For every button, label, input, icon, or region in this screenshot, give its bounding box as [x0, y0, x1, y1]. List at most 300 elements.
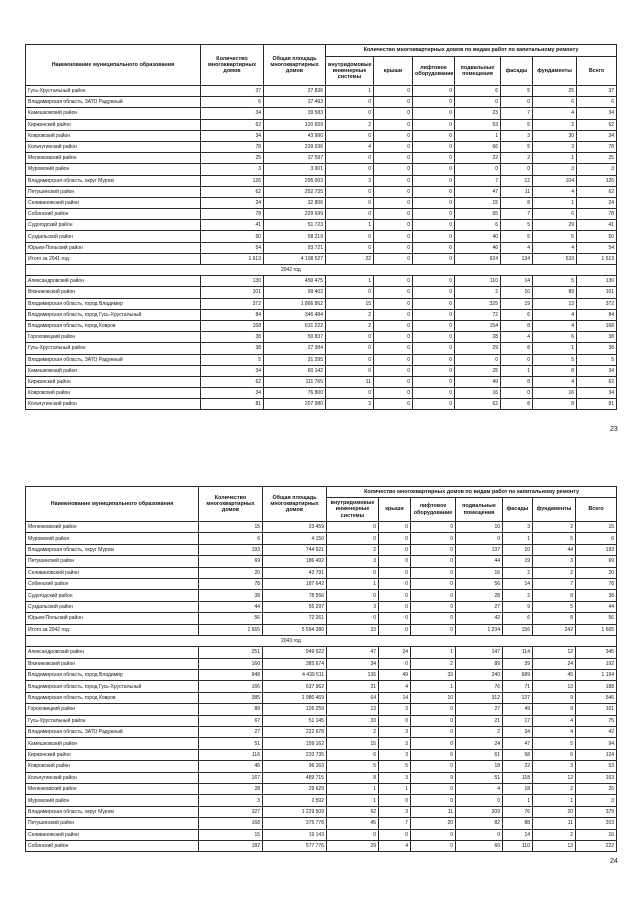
cell-facades: 5: [501, 86, 533, 97]
cell-municipality: Владимирская область, город Гусь-Хрустальный: [26, 681, 199, 692]
cell-total: 6: [576, 533, 617, 544]
cell-total-area: 450 475: [264, 276, 326, 287]
cell-building-count: 24: [201, 197, 264, 208]
cell-total: 24: [577, 197, 617, 208]
cell-municipality: Итого за 2041 год:: [26, 253, 201, 264]
cell-municipality: Гусь-Хрустальный район: [26, 715, 199, 726]
cell-facades: 0: [501, 354, 533, 365]
cell-roofs: 0: [374, 242, 413, 253]
cell-total-area: 186 492: [263, 556, 327, 567]
header-basements: подвальные помещения: [455, 57, 501, 86]
cell-basements: 16: [456, 567, 503, 578]
cell-foundations: 1: [533, 153, 577, 164]
cell-elevators: 0: [411, 601, 456, 612]
header-basements: подвальные помещения: [456, 498, 503, 522]
cell-municipality: Собинский район: [26, 209, 201, 220]
cell-engineering-systems: 0: [326, 388, 374, 399]
table-row: [26, 332, 617, 343]
cell-total: 38: [576, 590, 617, 601]
cell-facades: 22: [503, 761, 533, 772]
cell-building-count: 38: [201, 332, 264, 343]
cell-basements: 24: [456, 738, 503, 749]
cell-engineering-systems: 0: [326, 354, 374, 365]
table-row: [26, 231, 617, 242]
total-row: [26, 253, 617, 264]
cell-foundations: 44: [533, 544, 576, 555]
cell-municipality: Владимирская область, ЗАТО Радужный: [26, 727, 199, 738]
cell-elevators: 0: [411, 544, 456, 555]
cell-building-count: 6: [201, 97, 264, 108]
cell-municipality: Собинский район: [26, 578, 199, 589]
cell-basements: 147: [456, 647, 503, 658]
cell-roofs: 0: [379, 624, 411, 635]
cell-basements: 0: [455, 97, 501, 108]
table-row: [26, 287, 617, 298]
cell-building-count: 54: [201, 242, 264, 253]
cell-foundations: 45: [533, 670, 576, 681]
cell-total: 379: [576, 806, 617, 817]
cell-total: 130: [577, 276, 617, 287]
cell-engineering-systems: 62: [327, 806, 379, 817]
cell-engineering-systems: 0: [326, 108, 374, 119]
cell-roofs: 0: [374, 231, 413, 242]
cell-total-area: 222 678: [263, 727, 327, 738]
cell-total: 44: [576, 601, 617, 612]
cell-elevators: 0: [413, 343, 455, 354]
cell-total: 34: [577, 388, 617, 399]
cell-total-area: 3 001: [264, 164, 326, 175]
table-row: [26, 354, 617, 365]
cell-basements: 6: [455, 86, 501, 97]
cell-engineering-systems: 0: [326, 332, 374, 343]
cell-total-area: 233 735: [263, 749, 327, 760]
cell-foundations: 16: [533, 388, 577, 399]
cell-elevators: 0: [411, 829, 456, 840]
cell-facades: 7: [501, 108, 533, 119]
table-row: [26, 130, 617, 141]
cell-basements: 56: [456, 578, 503, 589]
cell-elevators: 0: [411, 783, 456, 794]
cell-elevators: 0: [411, 624, 456, 635]
table-row: [26, 209, 617, 220]
cell-total-area: 39 583: [264, 108, 326, 119]
cell-engineering-systems: 0: [327, 533, 379, 544]
cell-basements: 53: [455, 119, 501, 130]
cell-municipality: Итого за 2042 год:: [26, 624, 199, 635]
table-row: [26, 772, 617, 783]
table-row: [26, 567, 617, 578]
cell-municipality: Камешковский район: [26, 738, 199, 749]
cell-total: 81: [577, 399, 617, 410]
cell-facades: 689: [503, 670, 533, 681]
table-row: [26, 601, 617, 612]
cell-foundations: 13: [533, 840, 576, 851]
cell-municipality: Владимирская область, город Владимир: [26, 670, 199, 681]
cell-building-count: 34: [201, 108, 264, 119]
cell-roofs: 0: [374, 320, 413, 331]
cell-total: 78: [577, 209, 617, 220]
cell-facades: 8: [501, 320, 533, 331]
table-row: [26, 242, 617, 253]
cell-foundations: 6: [533, 97, 577, 108]
cell-facades: 19: [503, 556, 533, 567]
cell-municipality: Селивановский район: [26, 567, 199, 578]
cell-building-count: 38: [201, 343, 264, 354]
cell-facades: 2: [503, 590, 533, 601]
cell-total-area: 1 866 862: [264, 298, 326, 309]
cell-facades: 10: [503, 544, 533, 555]
cell-municipality: Петушинский район: [26, 818, 199, 829]
cell-total: 34: [577, 108, 617, 119]
cell-building-count: 56: [199, 613, 263, 624]
table-row: [26, 343, 617, 354]
cell-facades: 110: [503, 840, 533, 851]
cell-roofs: 0: [374, 86, 413, 97]
cell-municipality: Юрьев-Польский район: [26, 242, 201, 253]
cell-building-count: 44: [199, 601, 263, 612]
cell-roofs: 0: [379, 658, 411, 669]
cell-facades: 5: [501, 220, 533, 231]
cell-total: 101: [577, 287, 617, 298]
cell-elevators: 0: [413, 108, 455, 119]
cell-municipality: Селивановский район: [26, 829, 199, 840]
cell-facades: 5: [501, 119, 533, 130]
cell-roofs: 0: [374, 343, 413, 354]
cell-total: 38: [577, 332, 617, 343]
cell-elevators: 0: [413, 276, 455, 287]
cell-facades: 4: [501, 332, 533, 343]
cell-basements: 27: [456, 601, 503, 612]
cell-total-area: 60 142: [264, 365, 326, 376]
cell-building-count: 62: [201, 186, 264, 197]
cell-basements: 2: [456, 727, 503, 738]
cell-building-count: 50: [201, 231, 264, 242]
cell-municipality: Владимирская область, округ Муром: [26, 175, 201, 186]
cell-elevators: 0: [413, 220, 455, 231]
cell-total: 62: [577, 376, 617, 387]
cell-elevators: 0: [411, 840, 456, 851]
cell-engineering-systems: 0: [327, 522, 379, 533]
cell-engineering-systems: 2: [327, 727, 379, 738]
cell-total: 15: [576, 522, 617, 533]
cell-engineering-systems: 22: [326, 253, 374, 264]
header-row-main: [26, 45, 617, 57]
cell-engineering-systems: 3: [326, 399, 374, 410]
table-body: [26, 86, 617, 410]
cell-roofs: 3: [379, 727, 411, 738]
header-elevators: лифтовое оборудование: [413, 57, 455, 86]
table-row: [26, 829, 617, 840]
header-foundations: фундаменты: [533, 498, 576, 522]
cell-total-area: 295 003: [264, 175, 326, 186]
cell-foundations: 8: [533, 613, 576, 624]
cell-total-area: 96 163: [263, 761, 327, 772]
cell-elevators: 2: [411, 658, 456, 669]
cell-roofs: 0: [374, 119, 413, 130]
table-row: [26, 399, 617, 410]
cell-foundations: 5: [533, 354, 577, 365]
cell-roofs: 0: [379, 601, 411, 612]
cell-facades: 1: [503, 795, 533, 806]
cell-total: 124: [576, 749, 617, 760]
cell-roofs: 0: [374, 376, 413, 387]
cell-total-area: 120 659: [264, 119, 326, 130]
cell-municipality: Камешковский район: [26, 365, 201, 376]
cell-engineering-systems: 33: [327, 715, 379, 726]
cell-facades: 4: [501, 242, 533, 253]
cell-total: 94: [576, 738, 617, 749]
cell-municipality: Киржачский район: [26, 749, 199, 760]
cell-elevators: 33: [411, 670, 456, 681]
cell-elevators: 0: [411, 704, 456, 715]
cell-roofs: 4: [379, 681, 411, 692]
cell-municipality: Гороховецкий район: [26, 704, 199, 715]
cell-basements: 62: [455, 399, 501, 410]
cell-foundations: 9: [533, 704, 576, 715]
cell-total-area: 489 715: [263, 772, 327, 783]
cell-elevators: 0: [413, 86, 455, 97]
cell-building-count: 116: [199, 749, 263, 760]
cell-building-count: 130: [201, 276, 264, 287]
cell-total-area: 76 800: [264, 388, 326, 399]
cell-roofs: 3: [379, 704, 411, 715]
table-row: [26, 365, 617, 376]
cell-building-count: 62: [201, 119, 264, 130]
cell-engineering-systems: 1: [326, 86, 374, 97]
cell-elevators: 0: [413, 354, 455, 365]
cell-building-count: 84: [201, 309, 264, 320]
cell-engineering-systems: 0: [326, 365, 374, 376]
cell-facades: 3: [503, 522, 533, 533]
cell-foundations: 8: [533, 590, 576, 601]
cell-municipality: Кольчугинский район: [26, 772, 199, 783]
cell-basements: 2: [455, 287, 501, 298]
cell-roofs: 0: [374, 298, 413, 309]
cell-foundations: 8: [533, 399, 577, 410]
header-municipality: Наименование муниципального образования: [26, 45, 201, 86]
table-header: [26, 45, 617, 86]
cell-foundations: 2: [533, 783, 576, 794]
cell-facades: 134: [501, 253, 533, 264]
cell-facades: 76: [503, 806, 533, 817]
cell-municipality: Собинский район: [26, 840, 199, 851]
cell-municipality: Владимирская область, город Гусь-Хрустальный: [26, 309, 201, 320]
cell-total: 54: [577, 242, 617, 253]
table-row: [26, 818, 617, 829]
cell-building-count: 167: [199, 772, 263, 783]
cell-foundations: 1: [533, 343, 577, 354]
cell-engineering-systems: 2: [326, 119, 374, 130]
cell-engineering-systems: 136: [327, 670, 379, 681]
header-building-count: Количество многоквартирных домов: [201, 45, 264, 86]
cell-elevators: 0: [413, 298, 455, 309]
cell-engineering-systems: 13: [327, 704, 379, 715]
cell-roofs: 0: [374, 153, 413, 164]
cell-building-count: 38: [199, 590, 263, 601]
cell-building-count: 182: [199, 840, 263, 851]
cell-elevators: 0: [413, 164, 455, 175]
cell-engineering-systems: 8: [327, 772, 379, 783]
cell-municipality: Петушинский район: [26, 556, 199, 567]
header-facades: фасады: [503, 498, 533, 522]
cell-municipality: Владимирская область, город Ковров: [26, 320, 201, 331]
cell-facades: 14: [501, 276, 533, 287]
cell-elevators: 1: [411, 647, 456, 658]
cell-elevators: 0: [413, 175, 455, 186]
cell-total: 34: [577, 365, 617, 376]
table-row: [26, 738, 617, 749]
cell-basements: 137: [456, 544, 503, 555]
cell-roofs: 49: [379, 670, 411, 681]
cell-building-count: 3: [199, 795, 263, 806]
cell-roofs: 0: [374, 141, 413, 152]
cell-engineering-systems: 11: [326, 376, 374, 387]
cell-facades: 7: [501, 209, 533, 220]
cell-basements: 76: [456, 681, 503, 692]
cell-total: 1 665: [576, 624, 617, 635]
cell-total-area: 99 402: [264, 287, 326, 298]
cell-roofs: 1: [379, 783, 411, 794]
cell-foundations: 5: [533, 601, 576, 612]
cell-total-area: 577 776: [263, 840, 327, 851]
year-row: [26, 635, 617, 646]
cell-engineering-systems: 47: [327, 647, 379, 658]
cell-basements: 25: [455, 365, 501, 376]
cell-engineering-systems: 29: [327, 840, 379, 851]
cell-basements: 44: [456, 556, 503, 567]
cell-total-area: 55 297: [263, 601, 327, 612]
cell-building-count: 78: [199, 578, 263, 589]
cell-total-area: 126 259: [263, 704, 327, 715]
cell-total: 3: [577, 164, 617, 175]
cell-building-count: 28: [199, 783, 263, 794]
cell-total: 84: [577, 309, 617, 320]
cell-facades: 1: [503, 533, 533, 544]
cell-facades: 2: [501, 153, 533, 164]
cell-elevators: 0: [411, 533, 456, 544]
cell-municipality: Камешковский район: [26, 108, 201, 119]
cell-building-count: 166: [199, 681, 263, 692]
cell-engineering-systems: 0: [326, 242, 374, 253]
cell-building-count: 385: [199, 692, 263, 703]
cell-facades: 11: [501, 186, 533, 197]
cell-engineering-systems: 33: [327, 624, 379, 635]
cell-basements: 21: [456, 715, 503, 726]
cell-elevators: 0: [413, 332, 455, 343]
cell-total: 101: [576, 704, 617, 715]
cell-total-area: 385 674: [263, 658, 327, 669]
cell-facades: 0: [501, 388, 533, 399]
cell-roofs: 0: [374, 197, 413, 208]
cell-basements: 66: [456, 840, 503, 851]
year-label: 2042 год: [26, 265, 617, 276]
cell-basements: 49: [455, 376, 501, 387]
cell-elevators: 0: [411, 578, 456, 589]
header-total-area: Общая площадь многоквартирных домов: [263, 487, 327, 522]
header-total: Всего: [576, 498, 617, 522]
cell-basements: 209: [456, 806, 503, 817]
cell-building-count: 89: [199, 704, 263, 715]
cell-facades: 71: [503, 681, 533, 692]
cell-engineering-systems: 5: [327, 761, 379, 772]
cell-building-count: 46: [199, 761, 263, 772]
cell-total: 222: [576, 840, 617, 851]
page-number: 24: [610, 858, 618, 865]
cell-building-count: 193: [199, 544, 263, 555]
cell-facades: 8: [501, 376, 533, 387]
cell-total-area: 72 261: [263, 613, 327, 624]
cell-foundations: 4: [533, 242, 577, 253]
cell-total: 38: [577, 343, 617, 354]
cell-municipality: Гусь-Хрустальный район: [26, 343, 201, 354]
cell-building-count: 15: [199, 829, 263, 840]
cell-building-count: 20: [199, 567, 263, 578]
cell-total: 42: [576, 727, 617, 738]
cell-roofs: 0: [379, 533, 411, 544]
cell-engineering-systems: 1: [326, 220, 374, 231]
cell-total-area: 187 642: [263, 578, 327, 589]
table-row: [26, 681, 617, 692]
cell-basements: 7: [455, 175, 501, 186]
cell-municipality: Киржачский район: [26, 119, 201, 130]
cell-engineering-systems: 2: [326, 309, 374, 320]
cell-municipality: Кольчугинский район: [26, 399, 201, 410]
cell-basements: 110: [455, 276, 501, 287]
table-row: [26, 186, 617, 197]
cell-facades: 9: [503, 601, 533, 612]
header-building-count: Количество многоквартирных домов: [199, 487, 263, 522]
total-row: [26, 624, 617, 635]
cell-facades: 5: [501, 141, 533, 152]
capital-repair-table: [25, 486, 617, 852]
cell-total: 78: [576, 578, 617, 589]
cell-foundations: 104: [533, 175, 577, 186]
cell-total-area: 37 597: [264, 153, 326, 164]
cell-facades: 47: [503, 738, 533, 749]
cell-municipality: Киржачский район: [26, 376, 201, 387]
cell-total: 69: [576, 556, 617, 567]
cell-building-count: 5: [201, 354, 264, 365]
cell-building-count: 168: [201, 320, 264, 331]
cell-foundations: 4: [533, 186, 577, 197]
cell-building-count: 69: [199, 556, 263, 567]
cell-elevators: 0: [413, 119, 455, 130]
cell-building-count: 25: [201, 153, 264, 164]
cell-elevators: 11: [411, 806, 456, 817]
table-row: [26, 795, 617, 806]
cell-total: 3: [576, 795, 617, 806]
cell-foundations: 29: [533, 220, 577, 231]
cell-roofs: 0: [379, 544, 411, 555]
cell-foundations: 533: [533, 253, 577, 264]
cell-engineering-systems: 0: [326, 186, 374, 197]
cell-total-area: 32 806: [264, 197, 326, 208]
cell-foundations: 8: [533, 365, 577, 376]
cell-municipality: Владимирская область, город Ковров: [26, 692, 199, 703]
cell-elevators: 6: [411, 749, 456, 760]
cell-facades: 39: [503, 658, 533, 669]
cell-basements: 27: [456, 704, 503, 715]
cell-building-count: 37: [201, 86, 264, 97]
cell-total-area: 1 980 469: [263, 692, 327, 703]
cell-facades: 58: [503, 749, 533, 760]
cell-basements: 29: [455, 343, 501, 354]
cell-roofs: 5: [379, 761, 411, 772]
cell-total-area: 637 962: [263, 681, 327, 692]
cell-building-count: 62: [201, 376, 264, 387]
cell-municipality: Муромский район: [26, 795, 199, 806]
cell-total-area: 4 108 527: [264, 253, 326, 264]
